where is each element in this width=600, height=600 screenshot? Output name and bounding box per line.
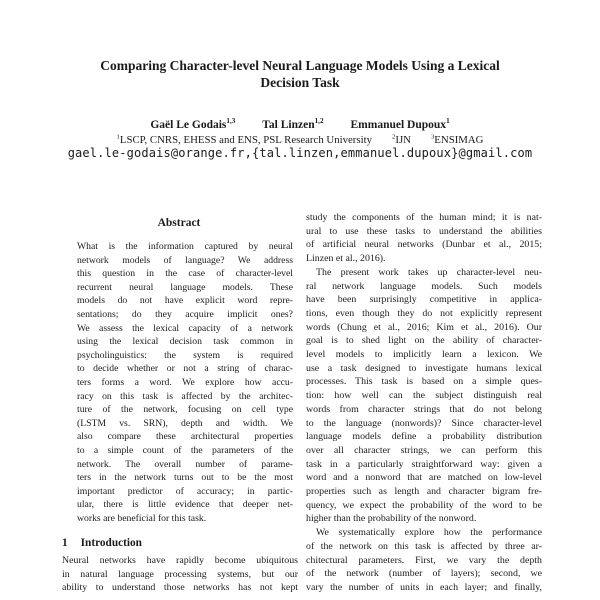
author-name: Gaël Le Godais$^{1,3}$ — [150, 117, 236, 131]
text-line: ural to use these tasks to understand the abilities — [306, 225, 542, 237]
author-name: Emmanuel Dupoux$^1$ — [350, 117, 450, 131]
text-line: in natural language processing systems, but our — [62, 568, 298, 580]
text-line: vary the number of units in each layer; and finally, — [306, 581, 542, 593]
text-line: tions, even though they do not explicitly represent — [306, 307, 542, 319]
text-line: Decision Task — [260, 75, 340, 90]
section-number: 1 — [62, 537, 68, 549]
text-line: use a task designed to investigate humans lexical — [306, 362, 542, 374]
paper-title — [0, 57, 600, 91]
author-line — [0, 118, 600, 132]
text-line: models do not have explicit word repre- — [77, 295, 293, 307]
text-line: of the network (number of layers); second, we — [306, 568, 542, 580]
right-column-text — [306, 211, 542, 595]
text-line: to the language (nonwords)? Since character-level — [306, 417, 542, 429]
text-line: to a simple count of the parameters of the — [77, 444, 293, 456]
text-line: Comparing Character-level Neural Language Models Using a Lexical — [100, 58, 500, 73]
text-line: have been surprisingly competitive in applica- — [306, 294, 542, 306]
section-title: Introduction — [80, 537, 142, 549]
text-line: The present work takes up character-level neu- — [316, 266, 542, 278]
text-line: network models of language? We address — [77, 254, 293, 266]
text-line: racy on this task is affected by the architec- — [77, 390, 293, 402]
text-line: chitectural parameters. First, we vary the depth — [306, 554, 542, 566]
abstract-heading: Abstract — [157, 217, 201, 229]
text-line: psycholinguistics: the system is required — [77, 349, 293, 361]
text-line: (LSTM vs. SRN), depth and width. We — [77, 417, 293, 429]
text-line: word and a nonword that are matched on low-level — [306, 472, 542, 484]
text-line: We assess the lexical capacity of a network — [77, 322, 293, 334]
text-line: also compare these architectural properties — [77, 431, 293, 443]
text-line: recurrent neural language models. These — [77, 281, 293, 293]
text-line: this question in the case of character-level — [77, 268, 293, 280]
text-line: over all character strings, we can perform this — [306, 444, 542, 456]
text-line: ral network language models. Such models — [306, 280, 542, 292]
text-line: language models define a probability distribution — [306, 431, 542, 443]
introduction-text-left-column — [62, 554, 298, 595]
text-line: of artificial neural networks (Dunbar et al., 2015; — [306, 239, 542, 251]
section-heading-introduction — [62, 536, 298, 550]
text-line: important predictor of accuracy; in partic- — [77, 485, 293, 497]
affiliation: $^1$LSCP, CNRS, EHESS and ENS, PSL Research University — [116, 132, 372, 146]
text-line: ability to understand those networks has not kept — [62, 582, 298, 594]
affiliation-line — [0, 133, 600, 147]
text-line: sentations; do they acquire implicit ones? — [77, 308, 293, 320]
text-line: tion: how well can the subject distinguish real — [306, 390, 542, 402]
author-name: Tal Linzen$^{1,2}$ — [262, 117, 324, 131]
text-line: of the network on this task is affected by three ar- — [306, 540, 542, 552]
text-line: using the lexical decision task common in — [77, 336, 293, 348]
text-line: processes. This task is based on a simple ques- — [306, 376, 542, 388]
text-line: works are beneficial for this task. — [77, 512, 207, 524]
text-line: ular, there is little evidence that deeper net- — [77, 499, 293, 511]
abstract-text — [77, 240, 293, 525]
text-line: properties such as length and character bigram fre- — [306, 486, 542, 498]
text-line: Neural networks have rapidly become ubiquitous — [62, 555, 298, 566]
affiliation: $^2$IJN — [392, 132, 411, 146]
text-line: network. The overall number of parame- — [77, 458, 293, 470]
text-line: words (Chung et al., 2016; Kim et al., 2016). Our — [306, 321, 542, 333]
text-line: level models to implicitly learn a lexicon. We — [306, 349, 542, 361]
text-line: ters forms a word. We explore how accu- — [77, 376, 293, 388]
text-line: to decide whether or not a string of charac- — [77, 363, 293, 375]
text-line: ters in the network turns out to be the most — [77, 472, 293, 484]
text-line: words from character strings that do not belong — [306, 403, 542, 415]
email-line: gael.le-godais@orange.fr,{tal.linzen,emmanuel.dupoux}@gmail.com — [67, 146, 533, 160]
text-line: Linzen et al., 2016). — [306, 253, 386, 265]
text-line: study the components of the human mind; it is nat- — [306, 212, 542, 223]
affiliation: $^3$ENSIMAG — [430, 132, 484, 146]
text-line: task in a particularly straightforward way: given a — [306, 458, 542, 470]
text-line: goal is to shed light on the ability of character- — [306, 335, 542, 347]
text-line: ture of the network, focusing on cell type — [77, 404, 293, 416]
text-line: higher than the probability of the nonword. — [306, 513, 477, 525]
text-line: We systematically explore how the performance — [316, 527, 542, 539]
text-line: What is the information captured by neural — [77, 241, 293, 252]
text-line: quency, we expect the probability of the word to be — [306, 499, 542, 511]
